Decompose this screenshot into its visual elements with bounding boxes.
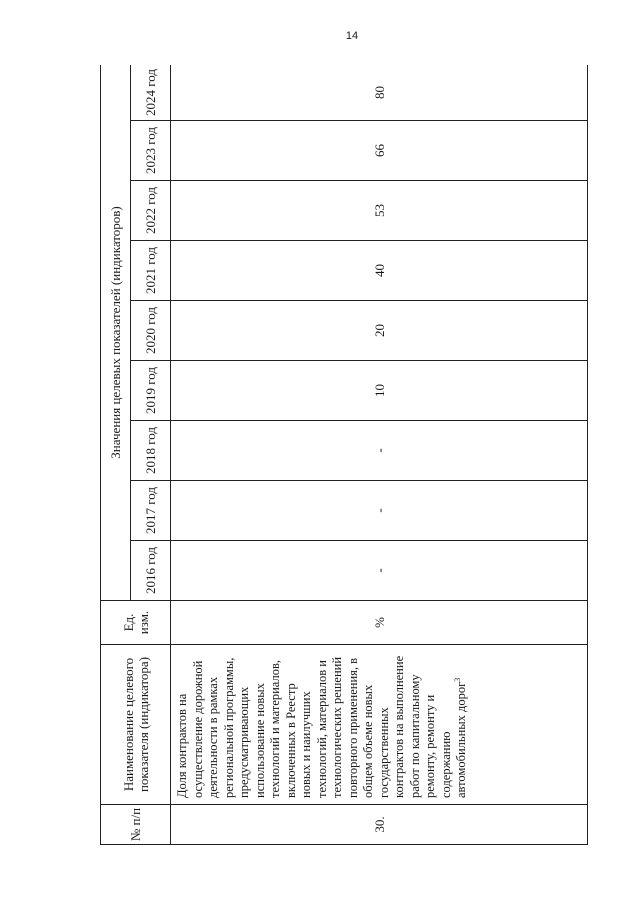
header-year: 2023 год — [131, 121, 171, 181]
row-name-cell — [171, 645, 588, 805]
value-cell: 80 — [171, 65, 588, 121]
header-year: 2021 год — [131, 241, 171, 301]
header-year: 2018 год — [131, 421, 171, 481]
header-name: Наименование целевого показателя (индикатора) — [101, 645, 171, 805]
value-cell: - — [171, 481, 588, 541]
header-year: 2020 год — [131, 301, 171, 361]
row-unit: % — [171, 601, 588, 645]
row-num: 30. — [171, 805, 588, 845]
page-number: 14 — [345, 30, 359, 42]
value-cell: 10 — [171, 361, 588, 421]
header-unit: Ед. изм. — [101, 601, 171, 645]
value-cell: 20 — [171, 301, 588, 361]
header-values-group: Значения целевых показателей (индикаторов) — [101, 65, 131, 601]
value-cell: - — [171, 421, 588, 481]
indicators-table — [100, 65, 588, 845]
header-year: 2016 год — [131, 541, 171, 601]
value-cell: 66 — [171, 121, 588, 181]
value-cell: - — [171, 541, 588, 601]
header-year: 2022 год — [131, 181, 171, 241]
header-year: 2017 год — [131, 481, 171, 541]
indicators-table-region — [100, 65, 588, 845]
row-name: Доля контрактов на осуществление дорожной деятельности в рамках региональной программы, предусматривающих использование новых технологий и материалов, включенных в Реестр новых и наилучших технологий, материалов и технологических решений повторного применения, в общем объеме новых государственных контрактов на выполнение работ по капитальному ремонту, ремонту и содержанию автомобильных дорог — [175, 655, 468, 798]
value-cell: 40 — [171, 241, 588, 301]
header-year: 2019 год — [131, 361, 171, 421]
row-footnote: 3 — [452, 677, 462, 682]
header-year: 2024 год — [131, 65, 171, 121]
header-num: № п/п — [101, 805, 171, 845]
value-cell: 53 — [171, 181, 588, 241]
